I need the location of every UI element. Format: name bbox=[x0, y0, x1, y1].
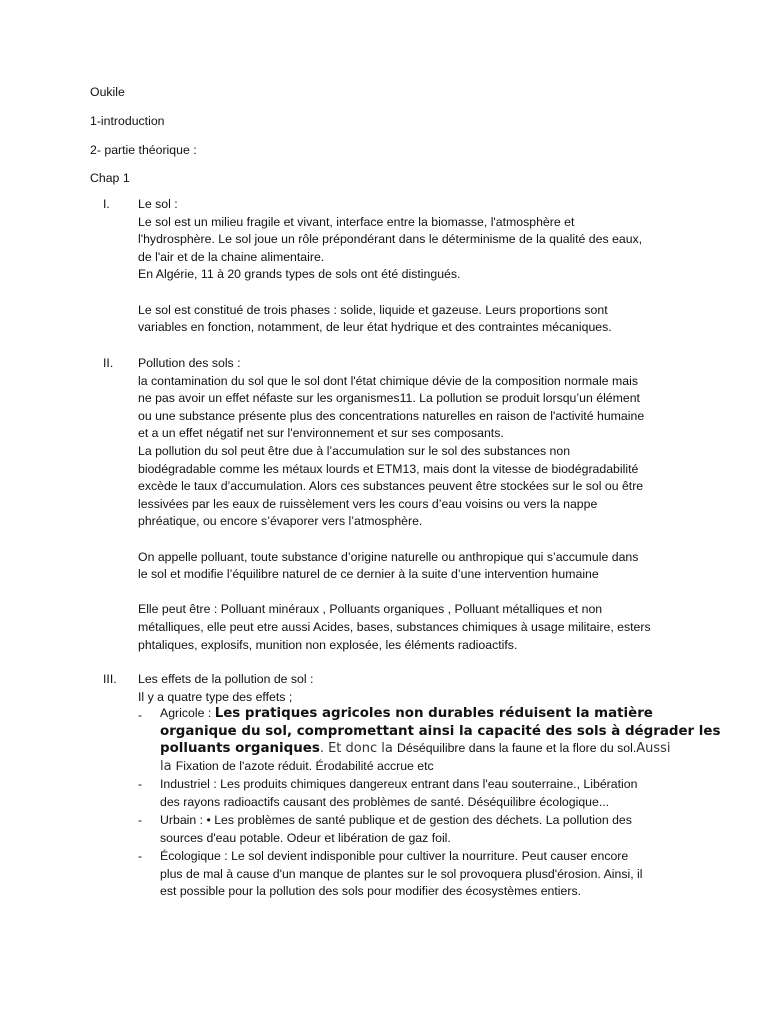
effect-label: Agricole : bbox=[160, 706, 215, 720]
emphasis-text: polluants organiques bbox=[160, 741, 320, 756]
paragraph-line: métalliques, elle peut etre aussi Acides, bases, substances chimiques à usage militaire, esters bbox=[138, 619, 651, 634]
list-dash: - bbox=[138, 849, 143, 863]
mixed-text: Aussi bbox=[636, 741, 671, 756]
paragraph-line: et a un effet négatif net sur l'environnement et sur ses composants. bbox=[138, 426, 504, 441]
paragraph-line: Industriel : Les produits chimiques dangereux entrant dans l'eau souterraine., Libération bbox=[160, 777, 638, 791]
paragraph-line: sources d'eau potable. Odeur et libération de gaz foil. bbox=[160, 830, 451, 845]
outline-item-theory: 2- partie théorique : bbox=[90, 143, 197, 157]
paragraph-line: Le sol est un milieu fragile et vivant, interface entre la biomasse, l'atmosphère et bbox=[138, 214, 575, 229]
paragraph-line: le sol et modifie l’équilibre naturel de ce dernier à la suite d’une intervention humaine bbox=[138, 567, 599, 582]
paragraph-spacer bbox=[138, 584, 678, 602]
paragraph-line: phréatique, ou encore s’évaporer vers l’atmosphère. bbox=[138, 514, 423, 529]
section-title: Le sol : bbox=[138, 197, 178, 211]
section-numeral: III. bbox=[103, 672, 117, 686]
section-title: Pollution des sols : bbox=[138, 356, 241, 370]
emphasis-text: Les pratiques agricoles non durables réduisent la matière bbox=[214, 706, 653, 721]
section-numeral: I. bbox=[103, 197, 110, 211]
section-soil bbox=[138, 196, 678, 337]
paragraph-line: Le sol est constitué de trois phases : solide, liquide et gazeuse. Leurs proportions sont bbox=[138, 302, 608, 317]
paragraph-line: On appelle polluant, toute substance d’origine naturelle ou anthropique qui s’accumule dans bbox=[138, 549, 639, 564]
body-text: Fixation de l'azote réduit. Érodabilité accrue etc bbox=[175, 758, 434, 773]
paragraph-spacer bbox=[138, 531, 678, 549]
paragraph-line: phtaliques, explosifs, munition non explosée, les éléments radioactifs. bbox=[138, 637, 518, 652]
effect-industriel bbox=[160, 776, 680, 811]
paragraph-line: plus de mal à cause d'un manque de plantes sur le sol provoquera plusd'érosion. Ainsi, il bbox=[160, 866, 643, 881]
effect-ecologique bbox=[160, 848, 680, 901]
paragraph-line: La pollution du sol peut être due à l’accumulation sur le sol des substances non bbox=[138, 443, 571, 458]
paragraph-line: ou une substance présente plus des concentrations naturelles en raison de l'activité humaine bbox=[138, 408, 645, 423]
paragraph-line: la contamination du sol que le sol dont l'état chimique dévie de la composition normale mais bbox=[138, 373, 638, 388]
effect-agricole bbox=[160, 705, 721, 775]
section-title: Les effets de la pollution de sol : bbox=[138, 672, 314, 686]
paragraph-line: Écologique : Le sol devient indisponible pour cultiver la nourriture. Peut causer encore bbox=[160, 849, 629, 863]
emphasis-text: organique du sol, compromettant ainsi la capacité des sols à dégrader les bbox=[160, 723, 721, 739]
list-dash: - bbox=[138, 708, 143, 722]
paragraph-line: En Algérie, 11 à 20 grands types de sols ont été distingués. bbox=[138, 267, 461, 282]
chapter-heading: Chap 1 bbox=[90, 171, 130, 185]
mixed-text: la bbox=[160, 758, 176, 774]
mixed-text: . Et donc la bbox=[319, 741, 397, 756]
section-numeral: II. bbox=[103, 356, 114, 370]
outline-item-introduction: 1-introduction bbox=[90, 114, 165, 128]
paragraph-line: l'hydrosphère. Le sol joue un rôle prépondérant dans le déterminisme de la qualité des eaux, bbox=[138, 232, 643, 247]
paragraph-line: Elle peut être : Polluant minéraux , Polluants organiques , Polluant métalliques et non bbox=[138, 602, 603, 617]
paragraph-line: ne pas avoir un effet néfaste sur les organismes11. La pollution se produit lorsqu’un élément bbox=[138, 391, 640, 406]
paragraph-line: des rayons radioactifs causant des problèmes de santé. Déséquilibre écologique... bbox=[160, 794, 610, 809]
paragraph-line: variables en fonction, notamment, de leur état hydrique et des contraintes mécaniques. bbox=[138, 320, 612, 335]
paragraph-line: est possible pour la pollution des sols pour modifier des écosystèmes entiers. bbox=[160, 884, 582, 899]
section-soil-pollution bbox=[138, 355, 678, 654]
body-text: Déséquilibre dans la faune et la flore du sol. bbox=[396, 741, 637, 755]
list-dash: - bbox=[138, 813, 143, 827]
section-pollution-effects bbox=[138, 671, 678, 706]
paragraph-line: de l'air et de la chaine alimentaire. bbox=[138, 249, 325, 264]
author-name: Oukile bbox=[90, 85, 125, 99]
paragraph-spacer bbox=[138, 284, 678, 302]
list-dash: - bbox=[138, 777, 143, 791]
paragraph-line: Il y a quatre type des effets ; bbox=[138, 689, 293, 704]
effect-urbain bbox=[160, 812, 680, 847]
paragraph-line: biodégradable comme les métaux lourds et ETM13, mais dont la vitesse de biodégradabilité bbox=[138, 461, 639, 476]
paragraph-line: excède le taux d’accumulation. Alors ces substances peuvent être stockées sur le sol ou être bbox=[138, 479, 644, 494]
paragraph-line: lessivées par les eaux de ruissèlement vers les cours d’eau voisins ou vers la nappe bbox=[138, 496, 598, 511]
paragraph-line: Urbain : • Les problèmes de santé publique et de gestion des déchets. La pollution des bbox=[160, 813, 632, 827]
